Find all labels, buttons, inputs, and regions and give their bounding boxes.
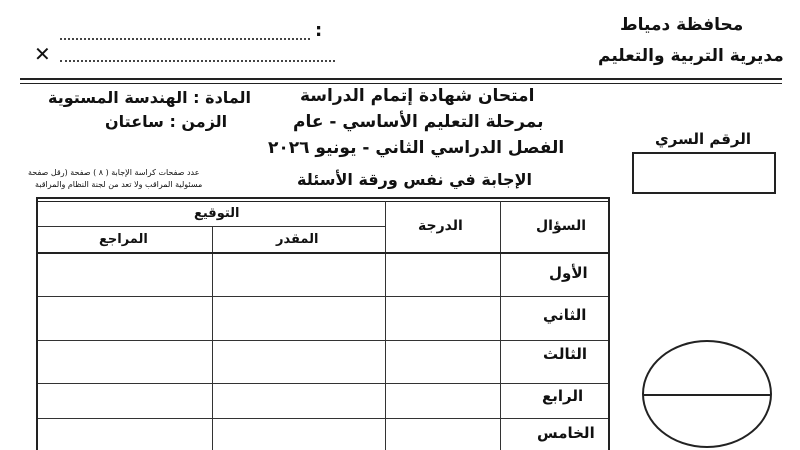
row-label-fourth: الرابع	[542, 387, 584, 405]
exam-term: الفصل الدراسي الثاني - يونيو ٢٠٢٦	[268, 138, 565, 158]
header-grader: المقدر	[276, 232, 319, 247]
exam-title: امتحان شهادة إتمام الدراسة	[300, 86, 535, 106]
col-line-grade-question	[500, 201, 501, 450]
row-label-third: الثالث	[543, 345, 588, 363]
secret-number-label: الرقم السري	[655, 130, 752, 148]
directorate-label: مديرية التربية والتعليم	[598, 46, 784, 66]
exam-stage: بمرحلة التعليم الأساسي - عام	[293, 112, 544, 132]
secret-number-box[interactable]	[632, 152, 776, 194]
total-grade-circle-divider	[644, 394, 770, 396]
answer-note: الإجابة في نفس ورقة الأسئلة	[297, 170, 532, 189]
col-line-signature-grade	[385, 201, 386, 450]
row-line-1	[38, 296, 608, 297]
pages-note-line2: مسئولية المراقب ولا تعد من لجنة النظام والمراقبة	[35, 180, 203, 189]
subject-label: المادة : الهندسة المستوية	[48, 88, 252, 107]
header-divider	[20, 78, 782, 80]
table-right-border	[608, 197, 610, 450]
row-line-2	[38, 340, 608, 341]
table-top-border	[36, 197, 610, 199]
header-question: السؤال	[536, 218, 587, 234]
dotted-line-2	[60, 60, 335, 62]
governorate-label: محافظة دمياط	[620, 15, 744, 35]
header-divider-2	[20, 83, 782, 84]
col-line-reviewer-grader	[212, 226, 213, 450]
row-label-second: الثاني	[543, 306, 587, 324]
time-label: الزمن : ساعتان	[105, 112, 228, 131]
row-line-3	[38, 383, 608, 384]
total-grade-circle[interactable]	[642, 340, 772, 448]
name-dotted-line	[60, 38, 310, 40]
row-label-fifth: الخامس	[537, 424, 595, 442]
row-line-4	[38, 418, 608, 419]
pages-note-line1: عدد صفحات كراسة الإجابة ( ٨ ) صفحة (رقل صفحة	[28, 168, 200, 177]
header-reviewer: المراجع	[99, 232, 148, 247]
signature-subheader-line	[38, 226, 386, 227]
row-label-first: الأول	[549, 264, 588, 282]
table-left-border	[36, 197, 38, 450]
header-row-bottom	[38, 252, 608, 254]
header-grade: الدرجة	[418, 218, 463, 234]
close-icon[interactable]: ✕	[34, 42, 51, 66]
header-colon: :	[315, 20, 323, 41]
table-top-border-inner	[38, 201, 608, 202]
header-signature: التوقيع	[194, 206, 240, 221]
